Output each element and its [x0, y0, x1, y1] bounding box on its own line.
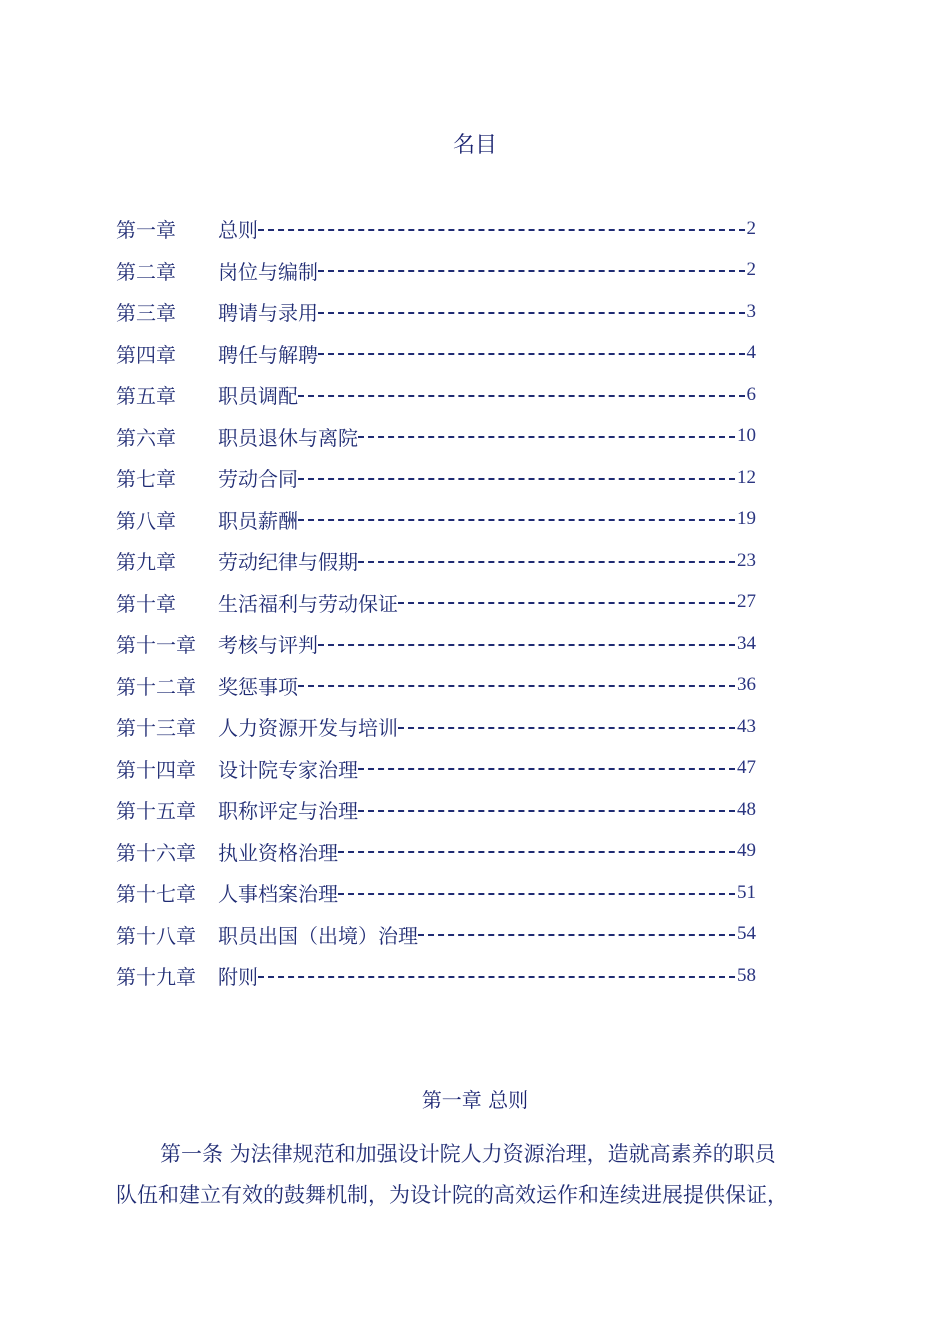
toc-chapter: 第八章: [116, 508, 176, 533]
toc-chapter: 第十二章: [116, 674, 196, 699]
toc-chapter: 第六章: [116, 425, 176, 450]
toc-page-number: 48: [737, 798, 756, 820]
toc-leader: [298, 685, 735, 687]
toc-chapter: 第二章: [116, 259, 176, 284]
toc-leader: [358, 768, 735, 770]
toc-leader: [398, 602, 735, 604]
toc-chapter: 第三章: [116, 301, 176, 326]
toc-entry[interactable]: [116, 540, 756, 582]
toc-page-number: 36: [737, 674, 756, 696]
toc-leader: [398, 727, 735, 729]
toc-entry[interactable]: [116, 457, 756, 499]
toc-title: 岗位与编制: [218, 259, 318, 284]
toc-title: 职员薪酬: [218, 508, 298, 533]
toc-page-number: 2: [746, 217, 756, 239]
toc-entry[interactable]: [116, 831, 756, 873]
toc-title: 人力资源开发与培训: [218, 716, 398, 741]
toc-page-number: 34: [737, 632, 756, 654]
toc-title: 劳动纪律与假期: [218, 550, 358, 575]
toc-leader: [298, 478, 735, 480]
toc-page-number: 47: [737, 757, 756, 779]
toc-title: 附则: [218, 965, 258, 990]
body-line: 队伍和建立有效的鼓舞机制，为设计院的高效运作和连续进展提供保证，: [116, 1183, 788, 1207]
toc-chapter: 第十四章: [116, 757, 196, 782]
toc-title: 职员退休与离院: [218, 425, 358, 450]
toc-entry[interactable]: [116, 665, 756, 707]
toc-title: 考核与评判: [218, 633, 318, 658]
toc-chapter: 第十五章: [116, 799, 196, 824]
toc-leader: [318, 353, 745, 355]
toc-entry[interactable]: [116, 706, 756, 748]
toc-entry[interactable]: [116, 333, 756, 375]
toc-chapter: 第十八章: [116, 923, 196, 948]
toc-entry[interactable]: [116, 250, 756, 292]
toc-entry[interactable]: [116, 582, 756, 624]
toc-page-number: 49: [737, 840, 756, 862]
toc-title: 聘任与解聘: [218, 342, 318, 367]
toc-entry[interactable]: [116, 499, 756, 541]
toc-page-number: 10: [737, 425, 756, 447]
toc-title: 聘请与录用: [218, 301, 318, 326]
toc-title: 总则: [218, 218, 258, 243]
toc-entry[interactable]: [116, 416, 756, 458]
toc-leader: [338, 851, 735, 853]
toc-leader: [358, 561, 735, 563]
toc-entry[interactable]: [116, 291, 756, 333]
toc-title: 职员出国（出境）治理: [218, 923, 418, 948]
toc-page-number: 2: [746, 259, 756, 281]
toc-leader: [318, 644, 735, 646]
toc-leader: [258, 229, 745, 231]
toc-chapter: 第九章: [116, 550, 176, 575]
toc-page-number: 12: [737, 466, 756, 488]
toc-title: 职称评定与治理: [218, 799, 358, 824]
toc-chapter: 第十章: [116, 591, 176, 616]
table-of-contents: [116, 208, 756, 997]
toc-title: 生活福利与劳动保证: [218, 591, 398, 616]
toc-title: 人事档案治理: [218, 882, 338, 907]
toc-chapter: 第一章: [116, 218, 176, 243]
toc-chapter: 第十三章: [116, 716, 196, 741]
toc-title: 劳动合同: [218, 467, 298, 492]
toc-chapter: 第七章: [116, 467, 176, 492]
body-paragraph: [116, 1134, 836, 1216]
toc-page-number: 3: [746, 300, 756, 322]
chapter-heading: 第一章 总则: [421, 1088, 529, 1112]
toc-chapter: 第四章: [116, 342, 176, 367]
toc-page-number: 51: [737, 881, 756, 903]
toc-page-number: 54: [737, 923, 756, 945]
toc-title: 设计院专家治理: [218, 757, 358, 782]
toc-leader: [298, 519, 735, 521]
page-title: 名目: [452, 133, 497, 158]
toc-leader: [418, 934, 735, 936]
toc-page-number: 6: [746, 383, 756, 405]
toc-entry[interactable]: [116, 623, 756, 665]
toc-page-number: 27: [737, 591, 756, 613]
toc-chapter: 第十一章: [116, 633, 196, 658]
toc-entry[interactable]: [116, 374, 756, 416]
toc-entry[interactable]: [116, 789, 756, 831]
toc-entry[interactable]: [116, 914, 756, 956]
toc-page-number: 43: [737, 715, 756, 737]
toc-entry[interactable]: [116, 748, 756, 790]
toc-entry[interactable]: [116, 955, 756, 997]
toc-chapter: 第十六章: [116, 840, 196, 865]
toc-entry[interactable]: [116, 208, 756, 250]
toc-chapter: 第十七章: [116, 882, 196, 907]
toc-title: 职员调配: [218, 384, 298, 409]
toc-leader: [258, 976, 735, 978]
toc-title: 执业资格治理: [218, 840, 338, 865]
toc-chapter: 第五章: [116, 384, 176, 409]
toc-leader: [298, 395, 745, 397]
toc-leader: [318, 270, 745, 272]
toc-title: 奖惩事项: [218, 674, 298, 699]
toc-chapter: 第十九章: [116, 965, 196, 990]
toc-entry[interactable]: [116, 872, 756, 914]
toc-leader: [318, 312, 745, 314]
toc-page-number: 19: [737, 508, 756, 530]
toc-leader: [358, 810, 735, 812]
toc-page-number: 58: [737, 964, 756, 986]
toc-page-number: 4: [746, 342, 756, 364]
body-line: 第一条 为法律规范和加强设计院人力资源治理，造就高素养的职员: [160, 1142, 776, 1166]
toc-leader: [338, 893, 735, 895]
toc-leader: [358, 436, 735, 438]
toc-page-number: 23: [737, 549, 756, 571]
